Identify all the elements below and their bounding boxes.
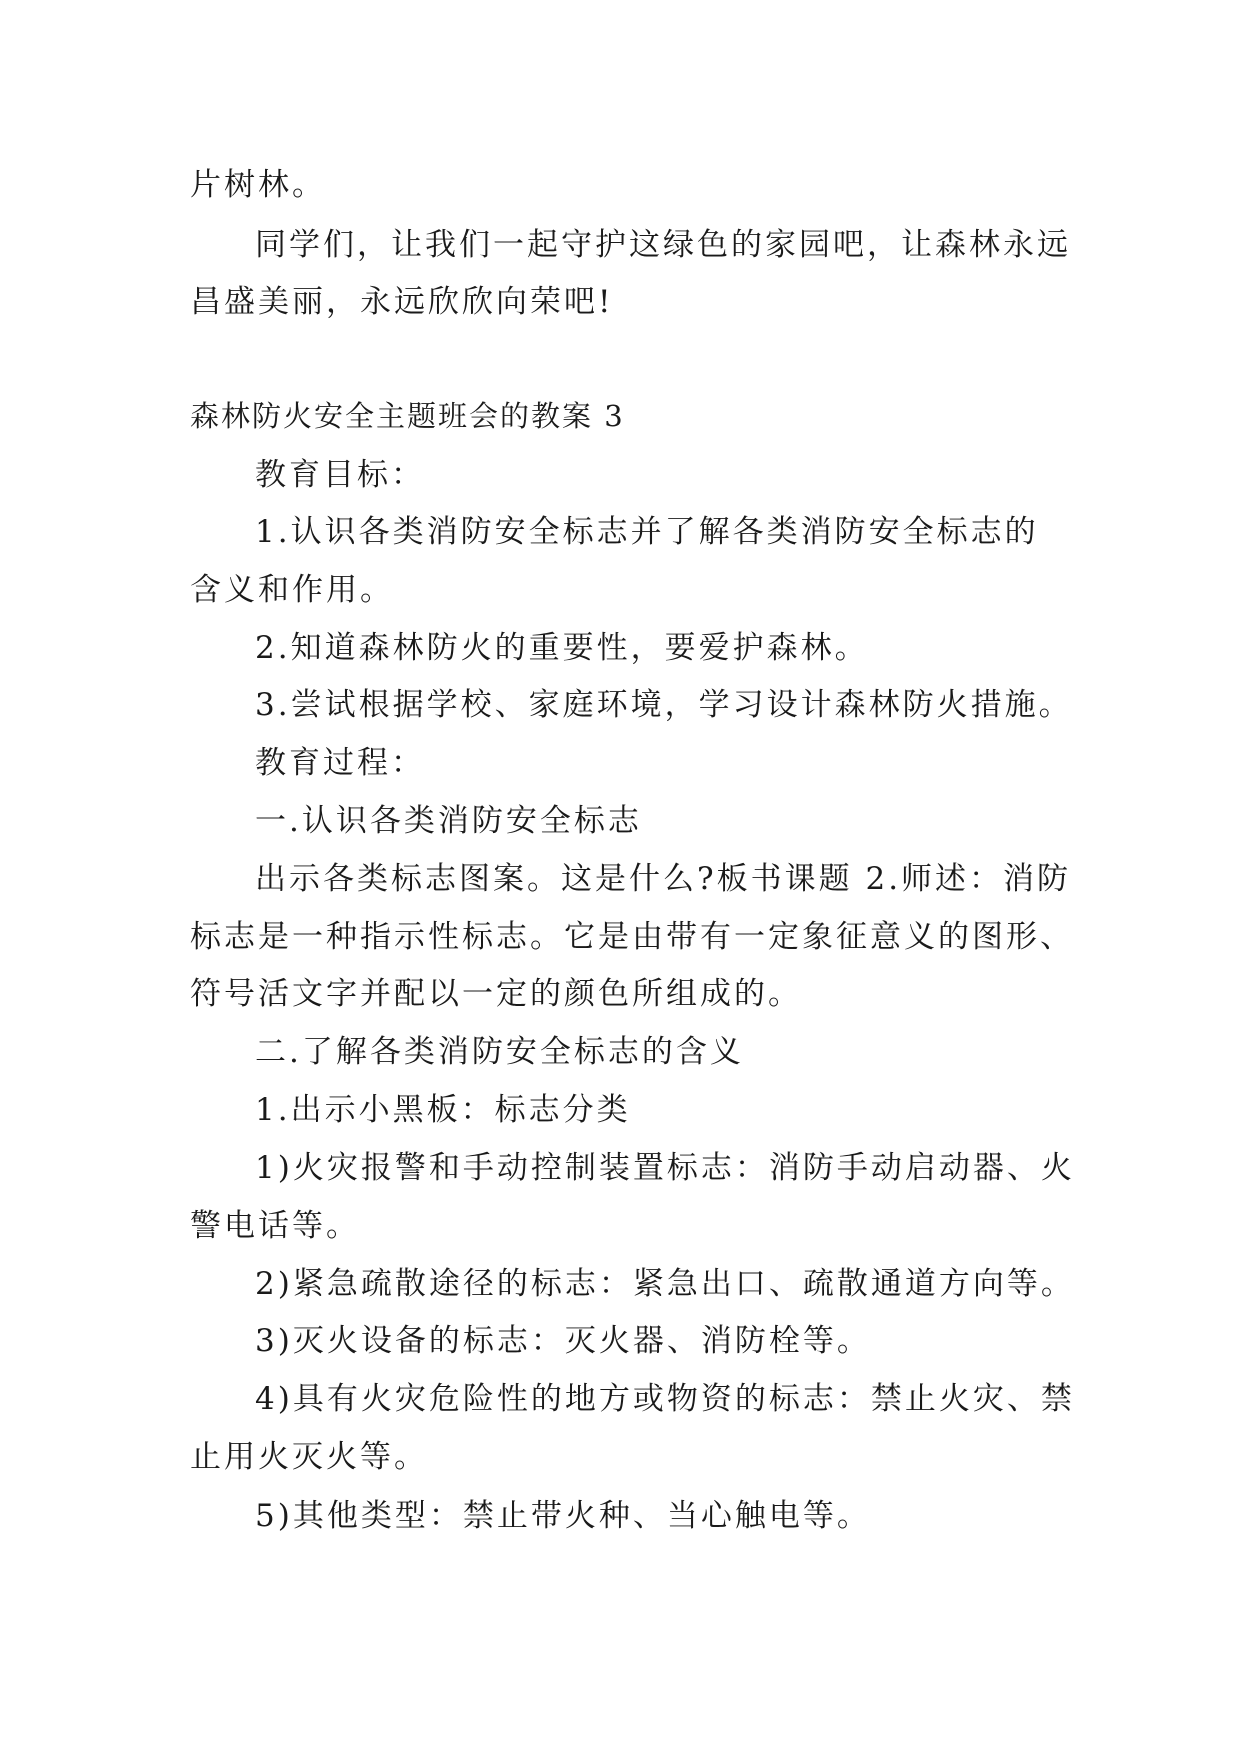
subheading: 教育过程： [255, 745, 425, 781]
list-item: 2)紧急疏散途径的标志：紧急出口、疏散通道方向等。 [255, 1266, 1075, 1302]
list-item: 1.认识各类消防安全标志并了解各类消防安全标志的 [255, 514, 1039, 550]
subheading: 教育目标： [255, 457, 425, 493]
section-title: 森林防火安全主题班会的教案 3 [190, 399, 625, 433]
subheading: 一.认识各类消防安全标志 [255, 803, 642, 839]
list-item: 4)具有火灾危险性的地方或物资的标志：禁止火灾、禁 [255, 1381, 1075, 1417]
list-item: 2.知道森林防火的重要性，要爱护森林。 [255, 630, 869, 666]
subheading: 二.了解各类消防安全标志的含义 [255, 1034, 744, 1070]
list-item: 5)其他类型：禁止带火种、当心触电等。 [255, 1498, 871, 1534]
paragraph-line: 出示各类标志图案。这是什么?板书课题 2.师述：消防 [255, 861, 1072, 897]
list-item: 3)灭火设备的标志：灭火器、消防栓等。 [255, 1323, 871, 1359]
paragraph-line: 片树林。 [190, 167, 326, 203]
paragraph-line: 标志是一种指示性标志。它是由带有一定象征意义的图形、 [190, 919, 1074, 955]
list-item-continuation: 警电话等。 [190, 1208, 360, 1244]
paragraph-line: 符号活文字并配以一定的颜色所组成的。 [190, 976, 802, 1012]
list-item: 1.出示小黑板：标志分类 [255, 1092, 631, 1128]
paragraph-line: 同学们，让我们一起守护这绿色的家园吧，让森林永远 [255, 227, 1071, 263]
list-item: 1)火灾报警和手动控制装置标志：消防手动启动器、火 [255, 1150, 1075, 1186]
paragraph-line: 昌盛美丽，永远欣欣向荣吧! [190, 284, 614, 320]
list-item: 3.尝试根据学校、家庭环境，学习设计森林防火措施。 [255, 687, 1073, 723]
list-item-continuation: 含义和作用。 [190, 572, 394, 608]
list-item-continuation: 止用火灭火等。 [190, 1439, 428, 1475]
